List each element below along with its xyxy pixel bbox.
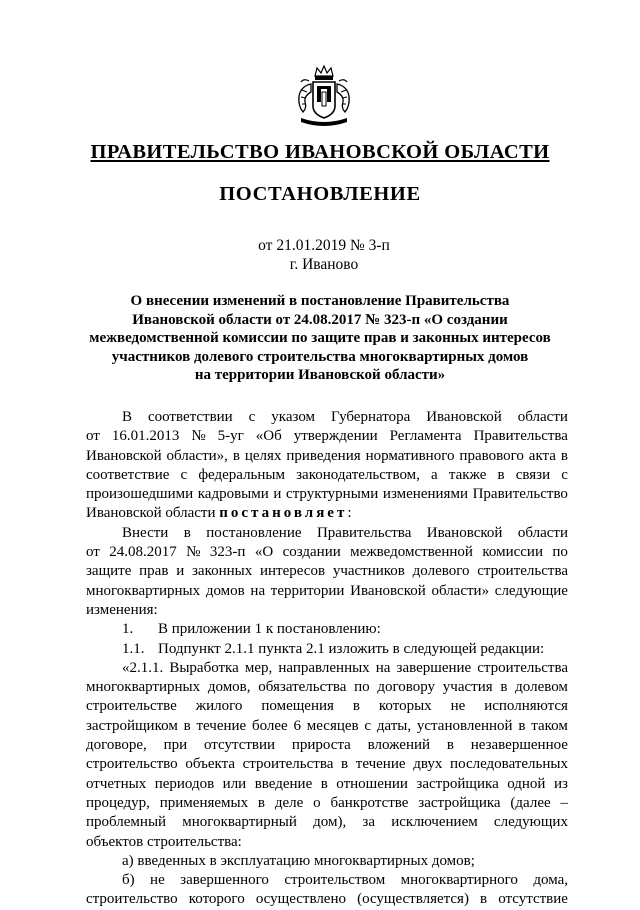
word: б) <box>122 872 135 889</box>
word: Внести <box>122 524 169 541</box>
word: течение <box>196 717 247 734</box>
word: в <box>518 717 526 734</box>
word: (далее <box>510 794 551 811</box>
word: многоквартирного <box>400 872 518 889</box>
word: области» <box>431 582 490 599</box>
word: многоквартирных <box>86 582 201 599</box>
word: соответствие <box>86 466 170 483</box>
word: за <box>362 814 376 831</box>
word: защите <box>86 563 132 580</box>
word: В <box>122 409 133 425</box>
word: следующих <box>493 814 568 831</box>
word: незавершенное <box>470 737 568 754</box>
word: области», <box>166 447 228 464</box>
word: федеральным <box>198 466 285 483</box>
word: на <box>375 659 391 676</box>
coat-of-arms-icon <box>293 62 355 128</box>
word: дом), <box>313 814 347 831</box>
word: отсутствие <box>498 891 568 908</box>
word: Губернатора <box>330 409 411 425</box>
word: исполняются <box>484 698 568 715</box>
document-city: г. Иваново <box>289 256 359 273</box>
text-line <box>86 485 568 504</box>
text-line <box>86 524 568 543</box>
word: домов <box>205 582 245 599</box>
word: участия <box>442 679 493 696</box>
word: комиссии <box>482 544 543 561</box>
text-line <box>86 504 568 523</box>
word: строительства <box>242 756 334 773</box>
word: произошедшими <box>86 486 194 503</box>
text-line <box>86 697 568 716</box>
word: в <box>497 466 505 483</box>
word: следующие <box>494 582 568 599</box>
word: осуществлено <box>255 891 346 908</box>
resolution-keyword: постановляет <box>219 505 348 522</box>
word: процедур, <box>86 794 150 811</box>
word: № <box>186 544 201 561</box>
word: интересов <box>260 563 326 580</box>
text-fragment: : <box>347 505 352 522</box>
word: долевом <box>515 679 568 696</box>
word: с <box>248 409 256 425</box>
word: отсутствии <box>203 737 276 754</box>
word: месяцев <box>306 717 359 734</box>
word: таком <box>531 717 568 734</box>
word: завершенного <box>180 872 269 889</box>
word: строительство <box>86 891 178 908</box>
text-line <box>86 408 568 427</box>
word: застройщика <box>418 794 501 811</box>
subject-line: Ивановской области от 24.08.2017 № 323-п «О создании <box>132 311 508 328</box>
word: строительстве <box>86 698 177 715</box>
word: «О <box>254 544 274 561</box>
word: «Об <box>255 428 282 445</box>
word: правового <box>459 447 524 464</box>
word: Регламента <box>389 428 462 445</box>
word: строительство <box>86 756 178 773</box>
text-line <box>86 678 568 697</box>
text-line <box>86 543 568 562</box>
text-line <box>86 871 568 890</box>
word: – <box>560 794 568 811</box>
text-line <box>86 427 568 446</box>
word: Ивановской <box>350 582 426 599</box>
word: в <box>352 698 360 715</box>
word: законных <box>191 563 253 580</box>
word: создании <box>282 544 341 561</box>
item-number: 1.1. <box>122 640 145 657</box>
organization-title: ПРАВИТЕЛЬСТВО ИВАНОВСКОЙ ОБЛАСТИ <box>90 141 550 163</box>
word: области <box>517 524 568 541</box>
word: отношении <box>336 775 408 792</box>
word: в <box>183 524 191 541</box>
word: 6 <box>293 717 301 734</box>
word: в <box>480 891 488 908</box>
word: участников <box>332 563 405 580</box>
text-line: а) введенных в эксплуатацию многоквартирных домов; <box>122 852 475 869</box>
word: строительством <box>284 872 386 889</box>
word: в <box>446 737 454 754</box>
word: договоре, <box>86 737 147 754</box>
item-text: Подпункт 2.1.1 пункта 2.1 изложить в следующей редакции: <box>158 640 545 657</box>
word: деле <box>274 794 304 811</box>
word: № <box>191 428 206 445</box>
word: с <box>364 717 372 734</box>
word: банкротстве <box>330 794 409 811</box>
word: долевого <box>412 563 470 580</box>
word: или <box>222 775 247 792</box>
word: завершение <box>396 659 472 676</box>
word: связи <box>515 466 551 483</box>
word: и <box>176 563 185 580</box>
word: с <box>561 466 568 483</box>
text-line <box>86 582 568 601</box>
word: Ивановской <box>426 409 502 425</box>
word: установленной <box>416 717 513 734</box>
word: от <box>86 428 100 445</box>
word: в <box>232 447 240 464</box>
word: застройщика <box>416 775 499 792</box>
word: по <box>552 544 568 561</box>
word: Правительство <box>472 486 568 503</box>
text-line <box>86 813 568 832</box>
word: в <box>560 447 568 464</box>
word: двух <box>413 756 443 773</box>
word: по <box>354 679 370 696</box>
word: от <box>86 544 100 561</box>
text-fragment: Ивановской области <box>86 505 220 522</box>
word: Правительства <box>473 428 568 445</box>
word: застройщиком <box>86 717 178 734</box>
word: с <box>180 466 188 483</box>
word: проблемный <box>86 814 167 831</box>
word: о <box>313 794 321 811</box>
word: постановление <box>206 524 302 541</box>
word: (осуществляется) <box>357 891 469 908</box>
word: приведения <box>286 447 361 464</box>
word: введение <box>254 775 313 792</box>
word: из <box>553 775 568 792</box>
word: а <box>431 466 438 483</box>
word: и <box>273 486 282 503</box>
word: направленных <box>278 659 370 676</box>
text-line: изменения: <box>86 601 158 618</box>
word: Правительства <box>316 524 412 541</box>
word: многоквартирных <box>86 679 201 696</box>
word: не <box>450 698 466 715</box>
word: жилого <box>195 698 243 715</box>
word: 5-уг <box>217 428 244 445</box>
word: обязательства <box>258 679 347 696</box>
word: структурными <box>286 486 379 503</box>
word: 323-п <box>209 544 246 561</box>
word: договору <box>377 679 436 696</box>
text-line <box>86 562 568 581</box>
word: последовательных <box>450 756 568 773</box>
word: не <box>150 872 165 889</box>
word: 24.08.2017 <box>109 544 177 561</box>
word: области <box>517 409 568 425</box>
word: прав <box>139 563 169 580</box>
word: дома, <box>533 872 568 889</box>
word: применяемых <box>159 794 249 811</box>
subject-line: участников долевого строительства многоквартирных домов <box>111 348 529 365</box>
document-date-number: от 21.01.2019 № 3-п <box>258 237 390 254</box>
text-line: объектов строительства: <box>86 833 242 850</box>
word: соответствии <box>147 409 233 425</box>
word: также <box>448 466 487 483</box>
word: при <box>163 737 188 754</box>
word: 16.01.2013 <box>111 428 180 445</box>
word: помещения <box>261 698 334 715</box>
word: Ивановской <box>426 524 503 541</box>
document-type: ПОСТАНОВЛЕНИЕ <box>219 183 421 205</box>
item-text: В приложении 1 к постановлению: <box>158 621 381 638</box>
list-item <box>86 620 568 639</box>
text-line <box>86 447 568 466</box>
word: которых <box>378 698 432 715</box>
word: на <box>250 582 266 599</box>
text-line <box>86 659 568 678</box>
list-item <box>86 640 568 659</box>
text-line <box>86 890 568 909</box>
word: «2.1.1. <box>122 659 164 676</box>
word: многоквартирный <box>182 814 297 831</box>
text-line <box>86 794 568 813</box>
subject-line: О внесении изменений в постановление Правительства <box>130 293 510 309</box>
word: кадровыми <box>197 486 269 503</box>
word: строительства <box>477 659 568 676</box>
word: более <box>251 717 288 734</box>
text-line <box>86 736 568 755</box>
text-line <box>86 717 568 736</box>
word: указом <box>271 409 316 425</box>
word: изменениями <box>382 486 468 503</box>
word: в <box>341 756 349 773</box>
word: течение <box>355 756 406 773</box>
word: которого <box>188 891 245 908</box>
word: строительства <box>477 563 568 580</box>
document-subject <box>60 292 580 385</box>
word: даты, <box>376 717 412 734</box>
subject-line: межведомственной комиссии по защите прав и законных интересов <box>89 330 551 346</box>
word: прироста <box>291 737 351 754</box>
word: законодательством, <box>296 466 420 483</box>
word: периодов <box>154 775 215 792</box>
text-line <box>86 755 568 774</box>
word: Выработка <box>169 659 239 676</box>
word: мер, <box>244 659 273 676</box>
word: вложений <box>367 737 431 754</box>
word: объекта <box>185 756 235 773</box>
word: территории <box>270 582 345 599</box>
word: Ивановской <box>86 447 162 464</box>
word: нормативного <box>365 447 455 464</box>
word: в <box>183 717 191 734</box>
item-number: 1. <box>122 621 134 638</box>
word: межведомственной <box>350 544 473 561</box>
document-body <box>86 408 568 910</box>
text-line <box>86 466 568 485</box>
text-line <box>86 775 568 794</box>
word: домов, <box>207 679 251 696</box>
word: одной <box>507 775 546 792</box>
word: в <box>257 794 266 811</box>
word: в <box>320 775 328 792</box>
subject-line: на территории Ивановской области» <box>194 367 446 383</box>
word: целях <box>244 447 282 464</box>
word: исключением <box>391 814 478 831</box>
word: акта <box>528 447 556 464</box>
word: утверждении <box>293 428 378 445</box>
word: в <box>500 679 508 696</box>
word: отчетных <box>86 775 147 792</box>
